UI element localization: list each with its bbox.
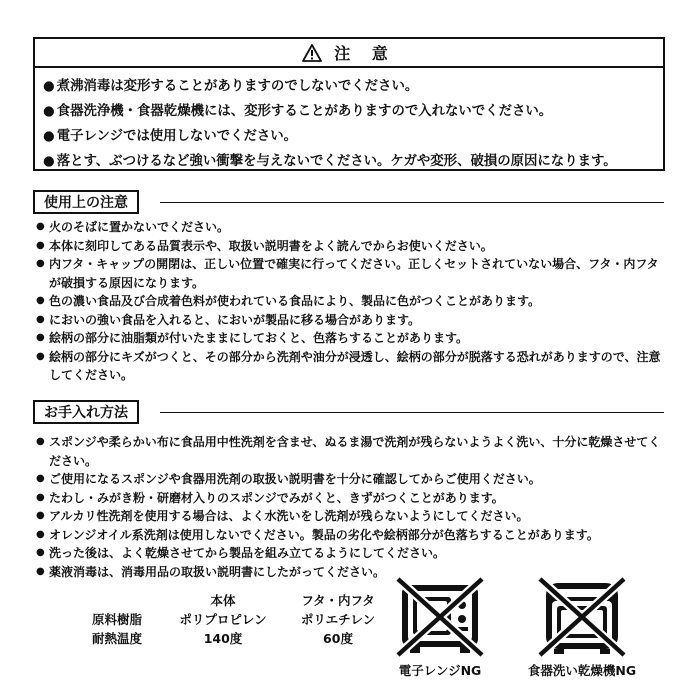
dishwasher-prohibited-icon [536,575,628,659]
column-header: 本体 [210,592,236,608]
warning-triangle-icon [302,44,322,62]
table-cell: 60度 [323,630,353,646]
table-cell: ポリエチレン [300,611,376,627]
caution-item: ● 落とす、ぶつけるなど強い衝撃を与えないでください。ケガや変形、破損の原因になります。 [43,149,663,174]
microwave-ng-label: 電子レンジNG [398,663,482,678]
usage-item: ● においの強い食品を入れると、においが製品に移る場合があります。 [36,311,668,330]
table-row [92,590,398,609]
microwave-prohibited-icon [394,575,486,659]
row-header: 耐熱温度 [92,630,143,646]
table-cell: ポリプロピレン [179,611,267,627]
usage-section-title: 使用上の注意 [33,190,139,214]
care-item: ● ご使用になるスポンジや食器用洗剤の取扱い説明書を十分に確認してからご使用ください。 [36,470,668,489]
usage-item: ● 内フタ・キャップの開閉は、正しい位置で確実に行ってください。正しくセットされていない場合、フタ・内フタが破損する原因になります。 [36,255,668,292]
usage-item: ● 火のそばに置かないでください。 [36,218,668,237]
caution-box [33,37,665,171]
caution-header [35,39,663,68]
table-cell: 140度 [203,630,243,646]
usage-item: ● 色の濃い食品及び合成着色料が使われている食品により、製品に色がつくことがあります。 [36,292,668,311]
care-item: ● スポンジや柔らかい布に食品用中性洗剤を含ませ、ぬるま湯で洗剤が残らないようよく洗い、十分に乾燥させてください。 [36,433,668,470]
caution-item: ● 煮沸消毒は変形することがありますのでしないでください。 [43,74,663,99]
column-header: フタ・内フタ [301,592,375,608]
care-item: ● 薬液消毒は、消毒用品の取扱い説明書にしたがってください。 [36,563,668,582]
usage-item: ● 本体に刻印してある品質表示や、取扱い説明書をよく読んでからお使いください。 [36,237,668,256]
usage-divider [160,202,664,203]
caution-list [35,68,663,174]
care-list [36,433,668,581]
dishwasher-ng-label: 食器洗い乾燥機NG [527,663,637,678]
care-divider [160,412,664,413]
usage-item: ● 絵柄の部分にキズがつくと、その部分から洗剤や油分が浸透し、絵柄の部分が脱落する恐れがありますので、注意してください。 [36,348,668,385]
table-row [92,628,398,647]
microwave-ng [385,575,495,679]
usage-list [36,218,668,385]
dishwasher-ng [512,575,652,679]
caution-item: ● 食器洗浄機・食器乾燥機には、変形することがありますので入れないでください。 [43,99,663,124]
care-section-title: お手入れ方法 [33,400,139,424]
table-row [92,609,398,628]
care-item: ● たわし・みがき粉・研磨材入りのスポンジでみがくと、きずがつくことがあります。 [36,489,668,508]
care-item: ● オレンジオイル系洗剤は使用しないでください。製品の劣化や絵柄部分が色落ちすることがあります。 [36,526,668,545]
care-item: ● 洗った後は、よく乾燥させてから製品を組み立てるようにしてください。 [36,544,668,563]
row-header: 原料樹脂 [92,611,143,627]
caution-title: 注 意 [334,44,396,63]
caution-item: ● 電子レンジでは使用しないでください。 [43,124,663,149]
usage-item: ● 絵柄の部分に油脂類が付いたままにしておくと、色落ちすることがあります。 [36,329,668,348]
care-item: ● アルカリ性洗剤を使用する場合は、よく水洗いをし洗剤が残らないようにしてください。 [36,507,668,526]
material-spec-table [92,590,398,647]
